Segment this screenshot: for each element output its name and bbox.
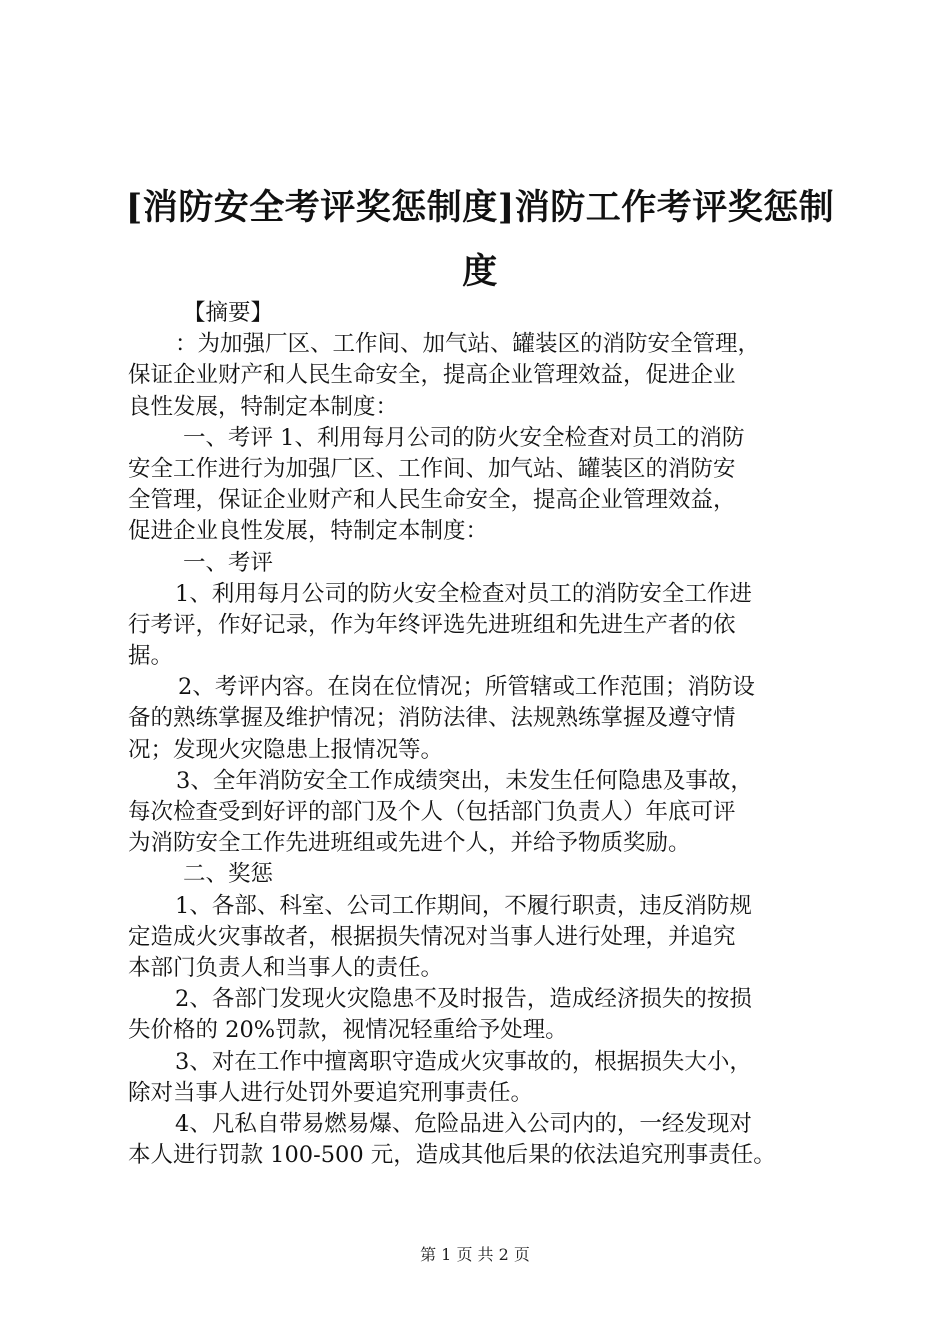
paragraph-line: 4、凡私自带易燃易爆、危险品进入公司内的，一经发现对 — [175, 1110, 752, 1137]
paragraph-line: 2、考评内容。在岗在位情况；所管辖或工作范围；消防设 — [178, 674, 755, 701]
paragraph-line: 促进企业良性发展，特制定本制度： — [128, 518, 489, 545]
title-line-2: 度 — [462, 251, 498, 292]
paragraph-line: 除对当事人进行处罚外要追究刑事责任。 — [128, 1079, 534, 1106]
paragraph-line: 良性发展，特制定本制度： — [128, 393, 399, 420]
document-body — [128, 298, 842, 1171]
paragraph-line: 据。 — [128, 643, 174, 670]
paragraph-line: 况；发现火灾隐患上报情况等。 — [128, 736, 444, 763]
paragraph-line: 本部门负责人和当事人的责任。 — [128, 954, 444, 981]
paragraph-line: 行考评，作好记录，作为年终评选先进班组和先进生产者的依 — [128, 611, 736, 638]
paragraph-line: 为消防安全工作先进班组或先进个人，并给予物质奖励。 — [128, 830, 691, 857]
section-heading: 二、奖惩 — [183, 861, 274, 888]
title-line-1: [消防安全考评奖惩制度]消防工作考评奖惩制 — [125, 187, 835, 228]
paragraph-line: 备的熟练掌握及维护情况；消防法律、法规熟练掌握及遵守情 — [128, 705, 736, 732]
paragraph-line: 全管理，保证企业财产和人民生命安全，提高企业管理效益， — [128, 487, 736, 514]
page-footer: 第 1 页 共 2 页 — [420, 1245, 530, 1264]
document-title — [100, 176, 860, 304]
abstract-heading: 【摘要】 — [183, 300, 274, 326]
paragraph-line: 一、考评 1、利用每月公司的防火安全检查对员工的消防 — [183, 424, 745, 451]
paragraph-line: 每次检查受到好评的部门及个人（包括部门负责人）年底可评 — [128, 799, 736, 825]
paragraph-line: 1、各部、科室、公司工作期间，不履行职责，违反消防规 — [175, 892, 752, 919]
paragraph-line: ：为加强厂区、工作间、加气站、罐装区的消防安全管理， — [175, 331, 761, 358]
paragraph-line: 本人进行罚款 100-500 元，造成其他后果的依法追究刑事责任。 — [128, 1142, 776, 1169]
paragraph-line: 定造成火灾事故者，根据损失情况对当事人进行处理，并追究 — [128, 923, 736, 950]
paragraph-line: 3、全年消防安全工作成绩突出，未发生任何隐患及事故， — [176, 767, 753, 794]
section-heading: 一、考评 — [183, 549, 274, 576]
paragraph-line: 3、对在工作中擅离职守造成火灾事故的，根据损失大小， — [175, 1048, 752, 1075]
paragraph-line: 安全工作进行为加强厂区、工作间、加气站、罐装区的消防安 — [128, 455, 736, 482]
paragraph-line: 失价格的 20%罚款，视情况轻重给予处理。 — [128, 1017, 568, 1044]
paragraph-line: 保证企业财产和人民生命安全，提高企业管理效益，促进企业 — [128, 362, 736, 389]
paragraph-line: 1、利用每月公司的防火安全检查对员工的消防安全工作进 — [175, 580, 752, 607]
paragraph-line: 2、各部门发现火灾隐患不及时报告，造成经济损失的按损 — [175, 986, 752, 1013]
